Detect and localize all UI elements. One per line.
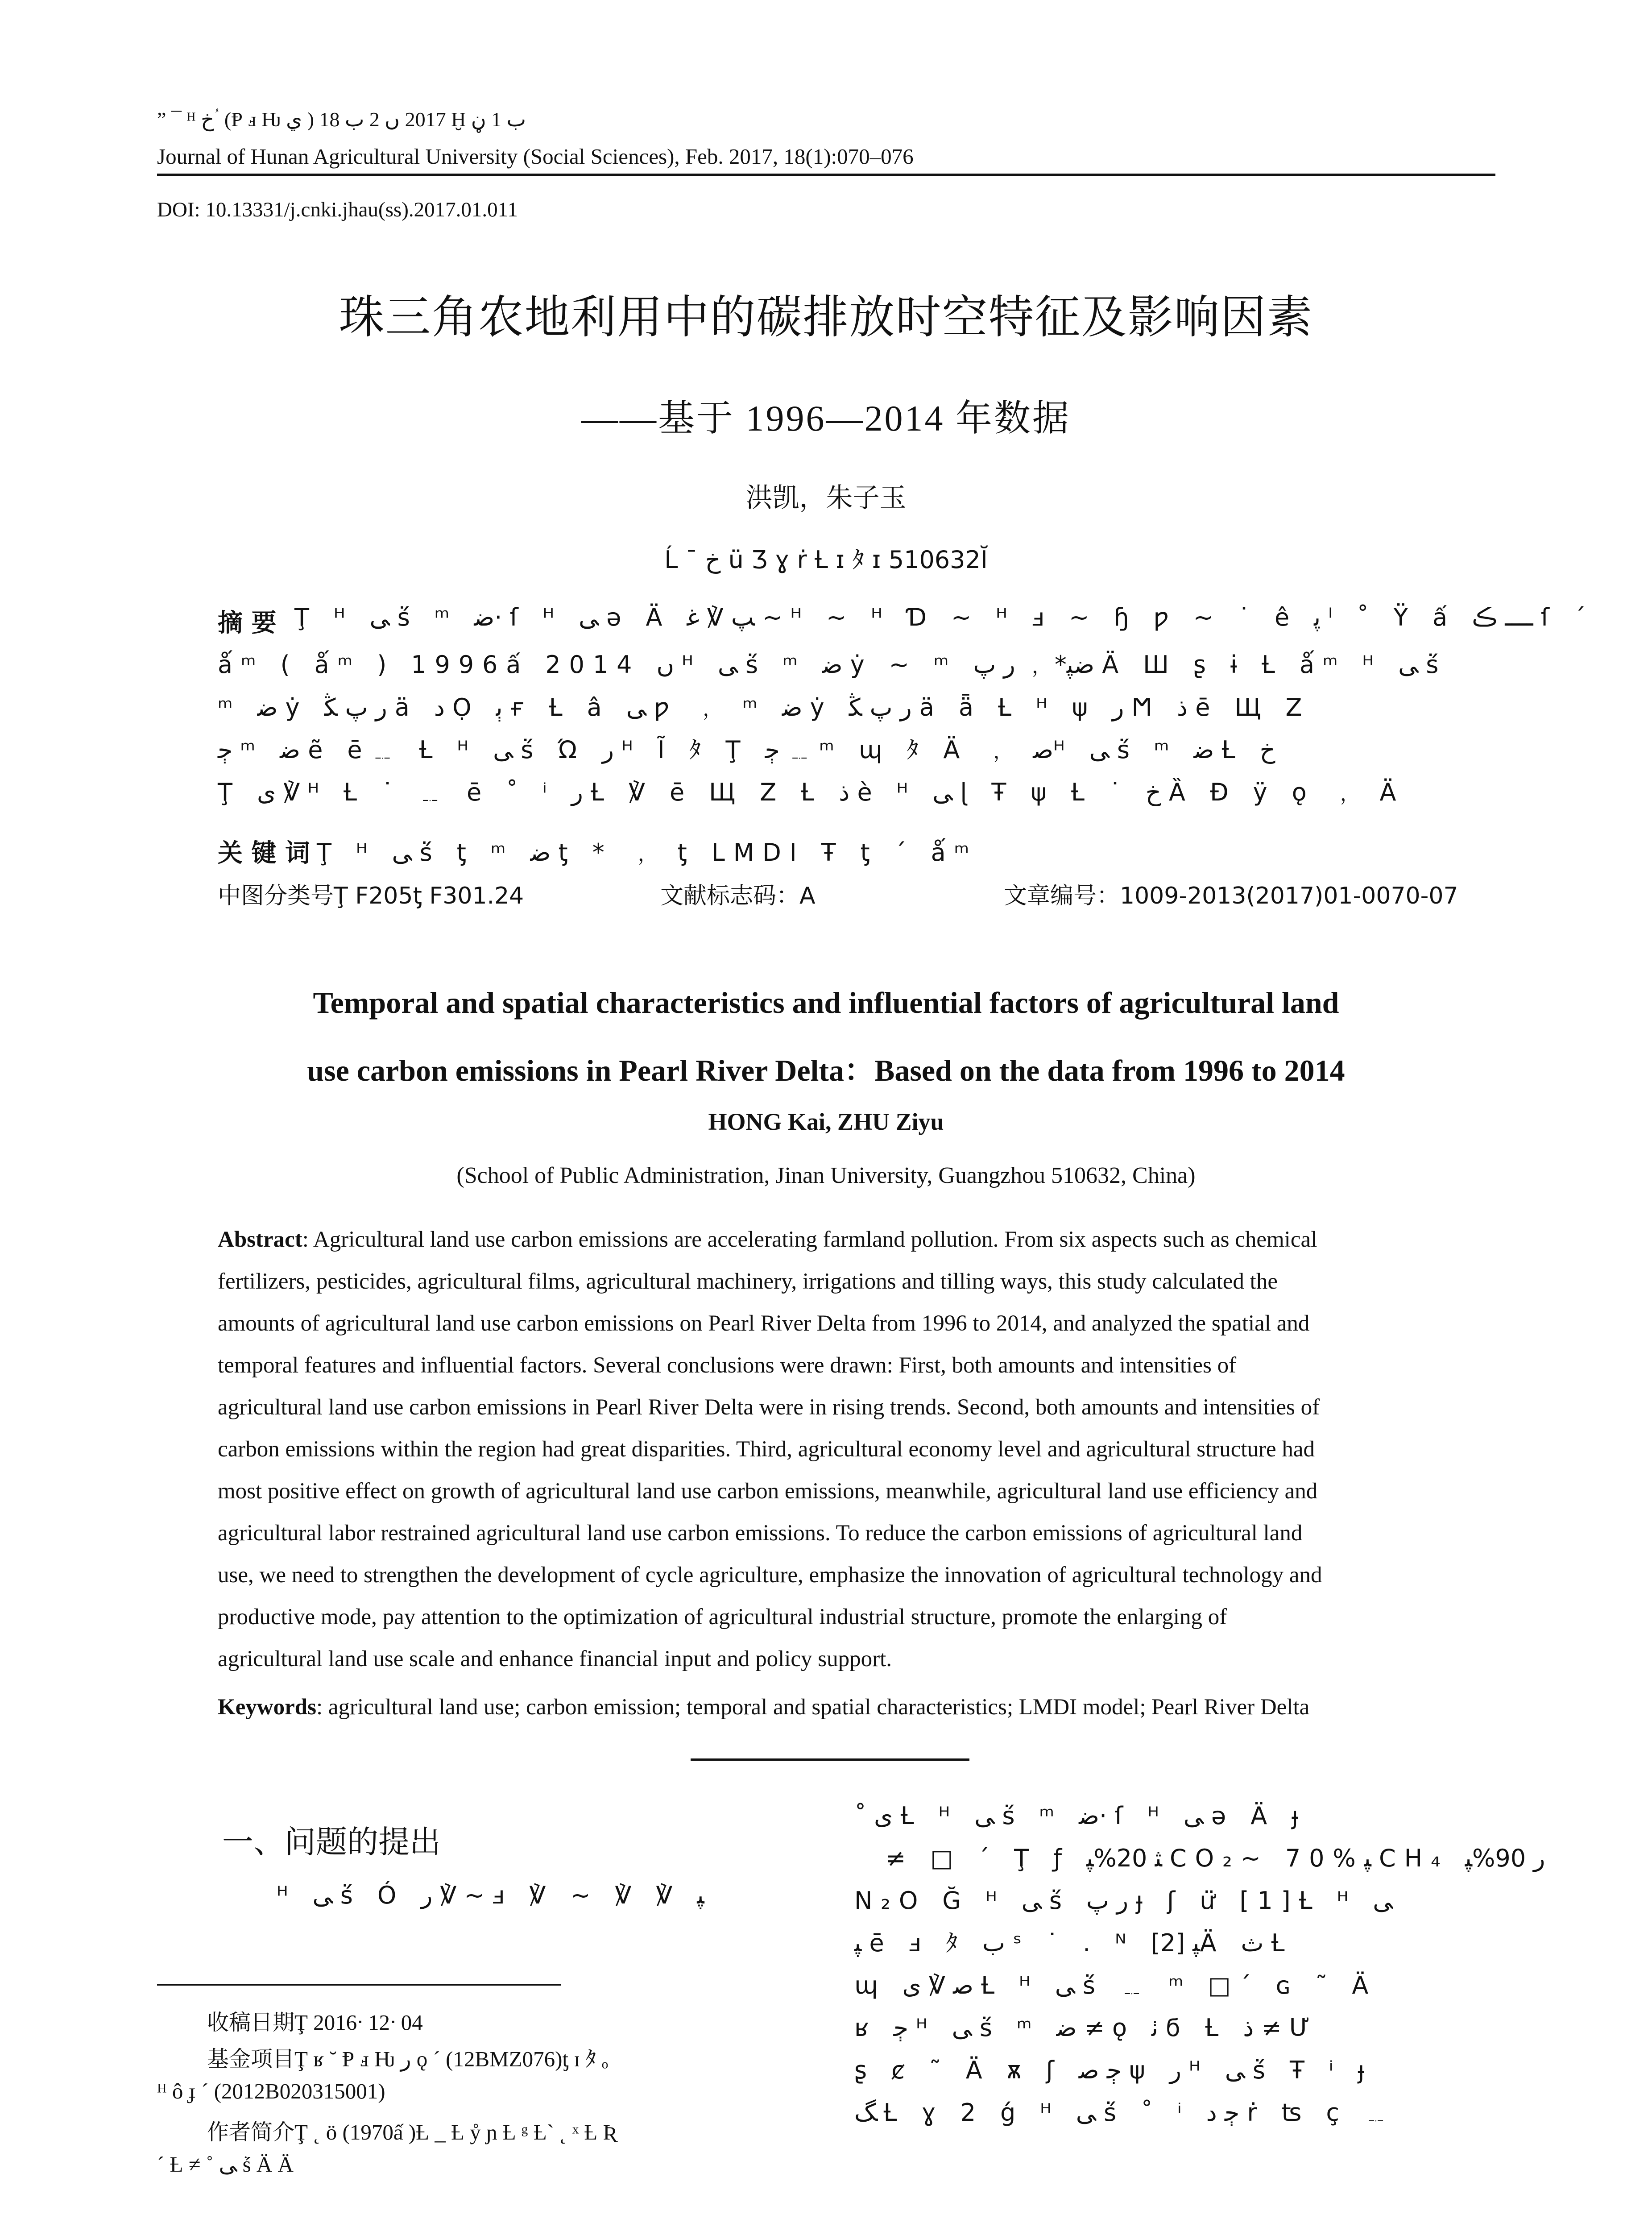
abstract-cn-line: Ţ ᴴ ﻰ ṥ ᵐ ﺿ· ſ ᴴ ﻰ ǝ Ä ﭗ ℣ ﻏ ~ ᴴ ~ ᴴ Ɗ ~ ᴴ ⅎ ~ ɧ ƿ ~ ˙ ê ﭘ ˡ ˚ Ÿ ấ ــــ ڪ ſ ˊ — [294, 603, 1594, 631]
body-right-line: ≠ □ ˊ Ţ ƒ ﺜ 20%ﭙ CO₂~ 70%ﭙ CH₄ ﺭ 90%ﭙ — [886, 1844, 1545, 1872]
body-right-line: ʂ ȼ ˜ Ä ѫ ʃ ﭴ ﺻ ψ ﺭ ᴴ ﻰ ṥ Ŧ ⁱ ɟ — [854, 2056, 1373, 2084]
body-left-line: ᴴ ﻰ ṥ Ó ﺭ ℣ ~ ⅎ ℣ ~ ℣ ℣ ﭙ — [277, 1881, 704, 1909]
abstract-cn-label: 摘 要 — [218, 609, 277, 638]
abstract-en-line: carbon emissions within the region had great disparities. Third, agricultural economy level and agricultural structure had — [218, 1437, 1315, 1462]
body-right-line: ﮓ Ƚ ɣ 2 ǵ ᴴ ﻰ ṥ ˚ ⁱ ﭴ ﺩ ṙ ʦ ç ﹎ — [854, 2098, 1396, 2127]
footnote-fund-cont: ᴴ ô ɟ ˊ (2012B020315001) — [157, 2079, 385, 2103]
abstract-en-line: agricultural labor restrained agricultural land use carbon emissions. To reduce the carbon emissions of agricultural land — [218, 1521, 1303, 1546]
body-right-line: ˚ ﯼ Ƚ ᴴ ﻰ ṥ ᵐ ﺿ· ſ ᴴ ﻰ ǝ Ä ɟ — [854, 1802, 1307, 1830]
abstract-en-line: agricultural land use scale and enhance financial input and policy support. — [218, 1646, 892, 1671]
footnote-author-cont: ˊ Ƚ ≠ ˚ ﻰ ṥ Ä Ä — [157, 2152, 294, 2177]
paper-subtitle-cn: ——基于 1996—2014 年数据 — [581, 398, 1071, 439]
section-divider — [691, 1758, 969, 1761]
abstract-en-line: agricultural land use carbon emissions in Pearl River Delta were in rising trends. Second, both amounts and intensities of — [218, 1395, 1320, 1420]
clc-number: 中图分类号Ţ F205ƫ F301.24 — [218, 883, 524, 909]
keywords-cn-label: 关 键 词 — [218, 839, 310, 868]
body-right-line: ﭙ ē ⅎ ﾀ ﺏ ˢ ˙ . ᴺ ﭙ [2]Ä ﺙ Ƚ — [854, 1929, 1293, 1957]
footnote-author: 作者简介Ţ ˛ ö (1970ấ )Ƚ _ Ƚ ẙ ɲ Ƚ ᵍ Ƚ` ˛ ˣ Ƚ Ʀ — [207, 2120, 615, 2144]
footnote-rule — [157, 1984, 561, 1986]
abstract-en-line: amounts of agricultural land use carbon emissions on Pearl River Delta from 1996 to 2014, and analyzed the spatial and — [218, 1311, 1310, 1336]
body-right-line: ʁ ﭴ ᴴ ﻰ ṥ ᵐ ﺿ ≠ ǫ ﭠ ϭ Ƚ ﺫ ≠ Ư — [854, 2014, 1319, 2042]
abstract-en-line: : Agricultural land use carbon emissions are accelerating farmland pollution. From six aspects such as chemical — [302, 1227, 1317, 1252]
keywords-en — [218, 1694, 1309, 1720]
abstract-cn-line: ᵐ ﺿ ẏ ﺭ ﭖ ﯖ ä ﺩ Ọ ﯦ ғ Ƚ â ﻰ ƿ ﹐ ᵐ ﺿ ẏ ﺭ ﭖ ﯖ ä ǟ Ƚ ᴴ ψ ﺭ Ϻ ﺫ ē Щ Z — [218, 693, 1311, 722]
body-right-line: ɰ ﺻ ℣ ﯼ Ƚ ᴴ ﻰ ṥ ﹎ ᵐ □ˊ ɢ ˜ Ä — [854, 1971, 1377, 1999]
section-heading: 一、问题的提出 — [222, 1824, 441, 1860]
abstract-cn-line: ﭴ ᵐ ﺿ ẽ ē﹎ Ƚ ᴴ ﻰ ṥ Ώ ﺭ ᴴ Ĩ ﾀ Ţ ﭴ ﹎ ᵐ ɰ ﾀ Ä ﹐ ﺻᴴ ﻰ ṥ ᵐ ﺿ Ƚ خ — [218, 736, 1275, 764]
abstract-en-line: use, we need to strengthen the development of cycle agriculture, emphasize the innovation of agricultural technology and — [218, 1563, 1322, 1588]
abstract-en-line: most positive effect on growth of agricultural land use carbon emissions, meanwhile, agricultural land use efficiency and — [218, 1479, 1318, 1504]
body-right-column — [854, 1795, 1545, 2134]
footnote-fund: 基金项目Ţ ʁ ˘ Ᵽ ⅎ Ƕ ﺭ ǫ ˊ (12BMZ076)ƫ ɪ ﾀ ₒ — [207, 2047, 609, 2071]
authors-cn: 洪凯，朱子玉 — [745, 482, 907, 514]
abstract-en-label: Abstract — [218, 1227, 302, 1252]
header-rule — [157, 174, 1495, 176]
article-number: 文章编号：1009-2013(2017)01-0070-07 — [1004, 883, 1458, 909]
doi: DOI: 10.13331/j.cnki.jhau(ss).2017.01.011 — [157, 198, 518, 221]
keywords-en-label: Keywords — [218, 1695, 316, 1720]
abstract-en-line: temporal features and influential factors. Several conclusions were drawn: First, both amounts and intensities of — [218, 1353, 1237, 1378]
footnote-received: 收稿日期Ţ 2016ᐧ 12ᐧ 04 — [207, 2010, 423, 2035]
paper-title-en-line2: use carbon emissions in Pearl River Delta：Based on the data from 1996 to 2014 — [307, 1053, 1345, 1087]
keywords-en-text: : agricultural land use; carbon emission; temporal and spatial characteristics; LMDI model; Pearl River Delta — [316, 1695, 1310, 1720]
abstract-en — [218, 1219, 1440, 1680]
abstract-en-line: productive mode, pay attention to the optimization of agricultural industrial structure, promote the enlarging of — [218, 1605, 1227, 1630]
abstract-cn-line: Ţ ﯼ ℣ ᴴ Ƚ ˙ ﹎ ē ˚ ⁱ ﺭ Ƚ ℣ ē Щ Z Ƚ ﺫ è ᴴ ﻰ ɭ Ŧ ψ Ƚ ˙ خ Ȁ Đ ÿ ǫ ﹐ Ä — [218, 778, 1405, 806]
authors-en: HONG Kai, ZHU Ziyu — [708, 1108, 944, 1135]
abstract-cn-line: ǻᵐ ( ǻᵐ ) 1996ấ 2014 ں ᴴ ﻰ ṥ ᵐ ﺿ ẏ ~ ᵐ ﺿﭙ* ﹐ ﺭ ﭖ Ä Ш ʂ ɨ Ƚ ǻᵐ ᴴ ﻰ ṥ — [218, 651, 1447, 679]
paper-title-en-line1: Temporal and spatial characteristics and influential factors of agricultural land — [313, 986, 1339, 1020]
journal-header-english: Journal of Hunan Agricultural University (Social Sciences), Feb. 2017, 18(1):070–076 — [157, 144, 914, 169]
abstract-en-line: fertilizers, pesticides, agricultural films, agricultural machinery, irrigations and tilling ways, this study calculated the — [218, 1269, 1278, 1294]
affiliation-cn: Ĺ ¯ خ ü Ʒ ɣ ṙ Ƚ ɪ ﾀ ɪ 510632Ĭ — [664, 546, 988, 574]
journal-header-native: ” ¯ ᴴ خ ؙ (Ᵽ ⅎ Ƕ ي ) 2017 ں 2 ب 18 Ḫ ب 1 ڼ — [157, 108, 526, 131]
body-right-line: N₂O Ğ ᴴ ﻰ ṥ ﺭ ﭖ ɟ ʃ ư̈ [1]Ƚ ᴴ ﻰ — [854, 1887, 1393, 1915]
affiliation-en: (School of Public Administration, Jinan University, Guangzhou 510632, China) — [456, 1163, 1196, 1188]
keywords-cn-text: Ţ ᴴ ﻰ ṥ ƫ ᵐ ﺿ ƫ * ﹐ ƫ LMDI Ŧ ƫ ˊ ǻᵐ — [317, 838, 978, 867]
paper-title-cn: 珠三角农地利用中的碳排放时空特征及影响因素 — [339, 291, 1313, 344]
document-code: 文献标志码：A — [660, 883, 816, 909]
